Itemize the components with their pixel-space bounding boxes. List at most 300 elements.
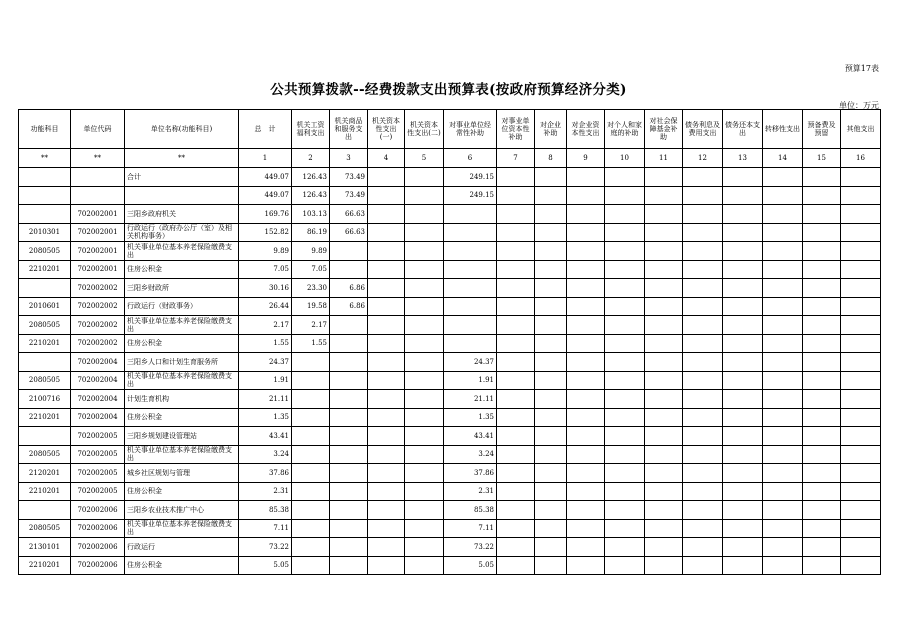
empty-cell xyxy=(368,279,405,298)
total-cell: 7.05 xyxy=(239,260,292,279)
column-header: 对社会保障基金补助 xyxy=(645,110,683,149)
empty-cell xyxy=(683,186,723,205)
page-title: 公共预算拨款--经费拨款支出预算表(按政府预算经济分类) xyxy=(270,82,627,98)
column-header: 对事业单位资本性补助 xyxy=(497,110,535,149)
empty-cell xyxy=(368,501,405,520)
wage-welfare-cell xyxy=(292,556,330,575)
column-number: 4 xyxy=(368,149,405,168)
column-header: 机关资本性支出(二) xyxy=(405,110,444,149)
empty-cell xyxy=(497,519,535,538)
empty-cell xyxy=(368,427,405,446)
function-code-cell: 2080505 xyxy=(19,445,71,464)
empty-cell xyxy=(567,334,605,353)
unit-name-cell: 住房公积金 xyxy=(125,556,239,575)
empty-cell xyxy=(723,556,763,575)
empty-cell xyxy=(723,464,763,483)
unit-code-cell: 702002001 xyxy=(71,242,125,261)
empty-cell xyxy=(841,427,881,446)
empty-cell xyxy=(535,408,567,427)
empty-cell xyxy=(841,538,881,557)
empty-cell xyxy=(763,427,803,446)
function-code-cell: 2080505 xyxy=(19,242,71,261)
empty-cell xyxy=(535,445,567,464)
wage-welfare-cell xyxy=(292,427,330,446)
column-header: 债务利息及费用支出 xyxy=(683,110,723,149)
empty-cell xyxy=(535,334,567,353)
empty-cell xyxy=(763,519,803,538)
empty-cell xyxy=(535,316,567,335)
unit-code-cell: 702002006 xyxy=(71,556,125,575)
empty-cell xyxy=(405,408,444,427)
empty-cell xyxy=(645,501,683,520)
empty-cell xyxy=(605,427,645,446)
institution-subsidy-cell xyxy=(444,316,497,335)
wage-welfare-cell: 1.55 xyxy=(292,334,330,353)
empty-cell xyxy=(723,242,763,261)
empty-cell xyxy=(567,371,605,390)
empty-cell xyxy=(368,316,405,335)
empty-cell xyxy=(605,353,645,372)
empty-cell xyxy=(497,279,535,298)
header-row xyxy=(19,110,881,149)
empty-cell xyxy=(368,297,405,316)
empty-cell xyxy=(368,464,405,483)
wage-welfare-cell xyxy=(292,538,330,557)
empty-cell xyxy=(497,242,535,261)
total-cell: 449.07 xyxy=(239,168,292,187)
total-cell: 73.22 xyxy=(239,538,292,557)
function-code-cell xyxy=(19,186,71,205)
function-code-cell: 2080505 xyxy=(19,371,71,390)
table-row xyxy=(19,168,881,187)
table-row xyxy=(19,186,881,205)
unit-code-cell: 702002001 xyxy=(71,260,125,279)
goods-services-cell: 6.86 xyxy=(330,297,368,316)
empty-cell xyxy=(605,242,645,261)
empty-cell xyxy=(645,482,683,501)
goods-services-cell: 6.86 xyxy=(330,279,368,298)
total-cell: 85.38 xyxy=(239,501,292,520)
empty-cell xyxy=(723,427,763,446)
empty-cell xyxy=(368,205,405,224)
goods-services-cell: 73.49 xyxy=(330,168,368,187)
total-cell: 5.05 xyxy=(239,556,292,575)
empty-cell xyxy=(803,501,841,520)
empty-cell xyxy=(645,279,683,298)
empty-cell xyxy=(405,279,444,298)
unit-code-cell: 702002002 xyxy=(71,297,125,316)
empty-cell xyxy=(405,390,444,409)
empty-cell xyxy=(763,390,803,409)
wage-welfare-cell xyxy=(292,482,330,501)
empty-cell xyxy=(535,279,567,298)
table-row xyxy=(19,297,881,316)
empty-cell xyxy=(841,334,881,353)
unit-name-cell: 三阳乡规划建设管理站 xyxy=(125,427,239,446)
function-code-cell: 2210201 xyxy=(19,334,71,353)
empty-cell xyxy=(567,279,605,298)
empty-cell xyxy=(645,316,683,335)
column-number: 6 xyxy=(444,149,497,168)
goods-services-cell xyxy=(330,501,368,520)
institution-subsidy-cell: 249.15 xyxy=(444,168,497,187)
institution-subsidy-cell: 3.24 xyxy=(444,445,497,464)
unit-code-cell: 702002002 xyxy=(71,316,125,335)
empty-cell xyxy=(723,168,763,187)
table-row xyxy=(19,316,881,335)
empty-cell xyxy=(723,205,763,224)
total-cell: 449.07 xyxy=(239,186,292,205)
column-header: 单位名称(功能科目) xyxy=(125,110,239,149)
empty-cell xyxy=(497,464,535,483)
unit-name-cell: 城乡社区规划与管理 xyxy=(125,464,239,483)
column-header: 对事业单位经常性补助 xyxy=(444,110,497,149)
empty-cell xyxy=(405,519,444,538)
institution-subsidy-cell xyxy=(444,205,497,224)
empty-cell xyxy=(683,556,723,575)
empty-cell xyxy=(645,371,683,390)
unit-name-cell: 机关事业单位基本养老保险缴费支出 xyxy=(125,371,239,390)
empty-cell xyxy=(645,390,683,409)
empty-cell xyxy=(803,242,841,261)
column-header: 总 计 xyxy=(239,110,292,149)
empty-cell xyxy=(405,205,444,224)
table-row xyxy=(19,408,881,427)
empty-cell xyxy=(723,353,763,372)
empty-cell xyxy=(683,482,723,501)
empty-cell xyxy=(841,482,881,501)
empty-cell xyxy=(723,334,763,353)
empty-cell xyxy=(535,186,567,205)
column-header: 其他支出 xyxy=(841,110,881,149)
empty-cell xyxy=(803,427,841,446)
table-row xyxy=(19,501,881,520)
empty-cell xyxy=(605,538,645,557)
empty-cell xyxy=(535,464,567,483)
wage-welfare-cell: 19.58 xyxy=(292,297,330,316)
empty-cell xyxy=(841,390,881,409)
total-cell: 1.35 xyxy=(239,408,292,427)
empty-cell xyxy=(645,353,683,372)
empty-cell xyxy=(723,279,763,298)
unit-name-cell: 合计 xyxy=(125,168,239,187)
unit-code-cell: 702002005 xyxy=(71,482,125,501)
function-code-cell: 2210201 xyxy=(19,260,71,279)
empty-cell xyxy=(763,316,803,335)
empty-cell xyxy=(645,464,683,483)
column-header: 机关资本性支出(一) xyxy=(368,110,405,149)
empty-cell xyxy=(567,316,605,335)
goods-services-cell xyxy=(330,538,368,557)
empty-cell xyxy=(368,445,405,464)
empty-cell xyxy=(567,353,605,372)
total-cell: 24.37 xyxy=(239,353,292,372)
unit-code-cell: 702002004 xyxy=(71,408,125,427)
function-code-cell: 2100716 xyxy=(19,390,71,409)
empty-cell xyxy=(645,427,683,446)
institution-subsidy-cell xyxy=(444,279,497,298)
empty-cell xyxy=(723,390,763,409)
empty-cell xyxy=(645,519,683,538)
empty-cell xyxy=(535,260,567,279)
institution-subsidy-cell xyxy=(444,242,497,261)
empty-cell xyxy=(803,519,841,538)
unit-code-cell: 702002005 xyxy=(71,427,125,446)
wage-welfare-cell xyxy=(292,390,330,409)
goods-services-cell xyxy=(330,556,368,575)
empty-cell xyxy=(605,390,645,409)
unit-name-cell: 机关事业单位基本养老保险缴费支出 xyxy=(125,316,239,335)
column-number: 8 xyxy=(535,149,567,168)
column-number-row xyxy=(19,149,881,168)
unit-name-cell: 三阳乡人口和计划生育服务所 xyxy=(125,353,239,372)
empty-cell xyxy=(763,482,803,501)
table-row xyxy=(19,464,881,483)
wage-welfare-cell xyxy=(292,464,330,483)
empty-cell xyxy=(803,390,841,409)
goods-services-cell: 66.63 xyxy=(330,223,368,242)
empty-cell xyxy=(683,242,723,261)
empty-cell xyxy=(567,168,605,187)
empty-cell xyxy=(567,408,605,427)
empty-cell xyxy=(605,223,645,242)
empty-cell xyxy=(683,334,723,353)
unit-name-cell: 行政运行（财政事务） xyxy=(125,297,239,316)
empty-cell xyxy=(803,205,841,224)
empty-cell xyxy=(368,371,405,390)
institution-subsidy-cell: 1.91 xyxy=(444,371,497,390)
empty-cell xyxy=(841,408,881,427)
unit-name-cell: 住房公积金 xyxy=(125,334,239,353)
empty-cell xyxy=(535,168,567,187)
empty-cell xyxy=(368,186,405,205)
table-row xyxy=(19,353,881,372)
table-row xyxy=(19,205,881,224)
empty-cell xyxy=(803,464,841,483)
empty-cell xyxy=(497,168,535,187)
goods-services-cell xyxy=(330,316,368,335)
empty-cell xyxy=(645,223,683,242)
empty-cell xyxy=(605,334,645,353)
wage-welfare-cell: 9.89 xyxy=(292,242,330,261)
unit-code-cell: 702002004 xyxy=(71,390,125,409)
goods-services-cell xyxy=(330,519,368,538)
total-cell: 152.82 xyxy=(239,223,292,242)
institution-subsidy-cell: 7.11 xyxy=(444,519,497,538)
empty-cell xyxy=(763,445,803,464)
empty-cell xyxy=(683,464,723,483)
empty-cell xyxy=(841,223,881,242)
empty-cell xyxy=(723,223,763,242)
empty-cell xyxy=(683,316,723,335)
function-code-cell: 2210201 xyxy=(19,482,71,501)
wage-welfare-cell: 126.43 xyxy=(292,168,330,187)
empty-cell xyxy=(683,205,723,224)
column-number: 16 xyxy=(841,149,881,168)
empty-cell xyxy=(405,556,444,575)
empty-cell xyxy=(645,186,683,205)
unit-code-cell: 702002005 xyxy=(71,464,125,483)
empty-cell xyxy=(497,371,535,390)
institution-subsidy-cell: 37.86 xyxy=(444,464,497,483)
empty-cell xyxy=(763,168,803,187)
unit-code-cell: 702002004 xyxy=(71,371,125,390)
empty-cell xyxy=(763,353,803,372)
empty-cell xyxy=(683,297,723,316)
goods-services-cell xyxy=(330,371,368,390)
empty-cell xyxy=(605,186,645,205)
unit-code-cell: 702002004 xyxy=(71,353,125,372)
function-code-cell xyxy=(19,168,71,187)
table-row xyxy=(19,556,881,575)
empty-cell xyxy=(567,538,605,557)
budget-table xyxy=(18,109,881,575)
empty-cell xyxy=(683,353,723,372)
wage-welfare-cell xyxy=(292,371,330,390)
empty-cell xyxy=(567,501,605,520)
total-cell: 43.41 xyxy=(239,427,292,446)
empty-cell xyxy=(841,464,881,483)
empty-cell xyxy=(645,538,683,557)
empty-cell xyxy=(405,538,444,557)
column-number: 13 xyxy=(723,149,763,168)
table-row xyxy=(19,390,881,409)
empty-cell xyxy=(497,353,535,372)
empty-cell xyxy=(567,519,605,538)
column-header: 转移性支出 xyxy=(763,110,803,149)
institution-subsidy-cell xyxy=(444,260,497,279)
empty-cell xyxy=(803,353,841,372)
function-code-cell: 2080505 xyxy=(19,316,71,335)
empty-cell xyxy=(405,464,444,483)
empty-cell xyxy=(763,556,803,575)
column-header: 单位代码 xyxy=(71,110,125,149)
function-code-cell: 2120201 xyxy=(19,464,71,483)
unit-name-cell: 机关事业单位基本养老保险缴费支出 xyxy=(125,519,239,538)
empty-cell xyxy=(605,371,645,390)
empty-cell xyxy=(645,205,683,224)
column-number: 9 xyxy=(567,149,605,168)
empty-cell xyxy=(605,464,645,483)
column-header: 对个人和家庭的补助 xyxy=(605,110,645,149)
total-cell: 1.55 xyxy=(239,334,292,353)
unit-name-cell: 住房公积金 xyxy=(125,260,239,279)
empty-cell xyxy=(368,242,405,261)
empty-cell xyxy=(497,316,535,335)
empty-cell xyxy=(368,168,405,187)
empty-cell xyxy=(497,334,535,353)
goods-services-cell: 73.49 xyxy=(330,186,368,205)
empty-cell xyxy=(683,445,723,464)
function-code-cell: 2080505 xyxy=(19,519,71,538)
empty-cell xyxy=(723,186,763,205)
column-number: 5 xyxy=(405,149,444,168)
empty-cell xyxy=(567,464,605,483)
empty-cell xyxy=(405,186,444,205)
unit-name-cell xyxy=(125,186,239,205)
function-code-cell: 2130101 xyxy=(19,538,71,557)
empty-cell xyxy=(803,371,841,390)
empty-cell xyxy=(605,556,645,575)
institution-subsidy-cell xyxy=(444,334,497,353)
empty-cell xyxy=(763,223,803,242)
unit-code-cell: 702002001 xyxy=(71,205,125,224)
empty-cell xyxy=(535,482,567,501)
empty-cell xyxy=(368,482,405,501)
empty-cell xyxy=(763,242,803,261)
empty-cell xyxy=(763,186,803,205)
column-number: 15 xyxy=(803,149,841,168)
unit-code-cell: 702002006 xyxy=(71,519,125,538)
column-number: ** xyxy=(125,149,239,168)
wage-welfare-cell: 126.43 xyxy=(292,186,330,205)
empty-cell xyxy=(645,297,683,316)
empty-cell xyxy=(567,242,605,261)
empty-cell xyxy=(567,223,605,242)
empty-cell xyxy=(405,334,444,353)
empty-cell xyxy=(368,334,405,353)
wage-welfare-cell: 23.30 xyxy=(292,279,330,298)
empty-cell xyxy=(535,353,567,372)
institution-subsidy-cell: 5.05 xyxy=(444,556,497,575)
empty-cell xyxy=(803,297,841,316)
empty-cell xyxy=(723,501,763,520)
unit-name-cell: 三阳乡财政所 xyxy=(125,279,239,298)
empty-cell xyxy=(841,186,881,205)
empty-cell xyxy=(763,334,803,353)
institution-subsidy-cell: 85.38 xyxy=(444,501,497,520)
goods-services-cell xyxy=(330,353,368,372)
goods-services-cell xyxy=(330,408,368,427)
empty-cell xyxy=(567,556,605,575)
empty-cell xyxy=(803,538,841,557)
empty-cell xyxy=(803,260,841,279)
empty-cell xyxy=(683,371,723,390)
empty-cell xyxy=(723,297,763,316)
unit-code-cell xyxy=(71,186,125,205)
empty-cell xyxy=(723,519,763,538)
empty-cell xyxy=(803,223,841,242)
empty-cell xyxy=(497,297,535,316)
unit-name-cell: 行政运行 xyxy=(125,538,239,557)
goods-services-cell xyxy=(330,260,368,279)
empty-cell xyxy=(645,260,683,279)
empty-cell xyxy=(841,316,881,335)
unit-name-cell: 机关事业单位基本养老保险缴费支出 xyxy=(125,445,239,464)
institution-subsidy-cell: 43.41 xyxy=(444,427,497,446)
empty-cell xyxy=(497,408,535,427)
function-code-cell xyxy=(19,427,71,446)
empty-cell xyxy=(497,482,535,501)
unit-name-cell: 住房公积金 xyxy=(125,482,239,501)
institution-subsidy-cell: 24.37 xyxy=(444,353,497,372)
empty-cell xyxy=(368,390,405,409)
empty-cell xyxy=(763,408,803,427)
empty-cell xyxy=(497,223,535,242)
empty-cell xyxy=(605,445,645,464)
empty-cell xyxy=(497,427,535,446)
institution-subsidy-cell: 1.35 xyxy=(444,408,497,427)
empty-cell xyxy=(567,297,605,316)
empty-cell xyxy=(605,501,645,520)
empty-cell xyxy=(803,445,841,464)
wage-welfare-cell: 2.17 xyxy=(292,316,330,335)
function-code-cell xyxy=(19,205,71,224)
empty-cell xyxy=(841,519,881,538)
unit-name-cell: 机关事业单位基本养老保险缴费支出 xyxy=(125,242,239,261)
total-cell: 9.89 xyxy=(239,242,292,261)
table-row xyxy=(19,223,881,242)
